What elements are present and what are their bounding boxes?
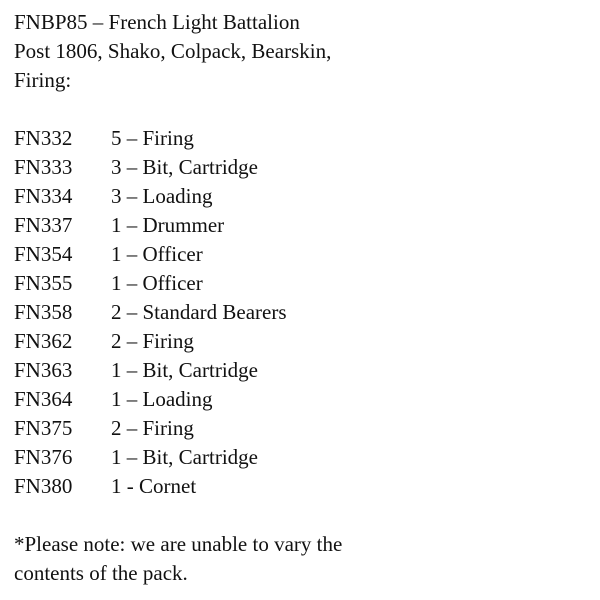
item-description: 1 – Officer <box>111 271 203 295</box>
item-code: FN355 <box>14 271 73 295</box>
list-item <box>14 385 594 414</box>
item-code: FN380 <box>14 474 73 498</box>
item-description: 1 – Bit, Cartridge <box>111 445 258 469</box>
list-item <box>14 472 594 501</box>
pack-title-line-1: FNBP85 – French Light Battalion <box>14 10 300 34</box>
list-item <box>14 124 594 153</box>
item-code: FN375 <box>14 416 73 440</box>
item-code: FN362 <box>14 329 73 353</box>
item-description: 2 – Firing <box>111 416 194 440</box>
list-item <box>14 269 594 298</box>
document-body <box>14 8 594 588</box>
item-description: 2 – Standard Bearers <box>111 300 287 324</box>
pack-contents-list <box>14 124 594 501</box>
item-description: 5 – Firing <box>111 126 194 150</box>
item-code: FN334 <box>14 184 73 208</box>
spacer <box>14 501 594 530</box>
pack-title-block <box>14 8 594 95</box>
pack-title-line-2: Post 1806, Shako, Colpack, Bearskin, <box>14 39 332 63</box>
list-item <box>14 443 594 472</box>
item-description: 1 – Officer <box>111 242 203 266</box>
item-code: FN333 <box>14 155 73 179</box>
spacer <box>14 95 594 124</box>
item-code: FN337 <box>14 213 73 237</box>
item-code: FN358 <box>14 300 73 324</box>
list-item <box>14 414 594 443</box>
item-description: 3 – Bit, Cartridge <box>111 155 258 179</box>
item-description: 2 – Firing <box>111 329 194 353</box>
item-description: 1 – Bit, Cartridge <box>111 358 258 382</box>
list-item <box>14 240 594 269</box>
item-code: FN332 <box>14 126 73 150</box>
list-item <box>14 356 594 385</box>
list-item <box>14 211 594 240</box>
list-item <box>14 327 594 356</box>
note-line-1: *Please note: we are unable to vary the <box>14 532 343 556</box>
item-code: FN354 <box>14 242 73 266</box>
pack-note <box>14 530 594 588</box>
pack-title-line-3: Firing: <box>14 68 72 92</box>
item-code: FN376 <box>14 445 73 469</box>
note-line-2: contents of the pack. <box>14 561 188 585</box>
item-description: 3 – Loading <box>111 184 213 208</box>
item-code: FN363 <box>14 358 73 382</box>
item-code: FN364 <box>14 387 73 411</box>
list-item <box>14 298 594 327</box>
item-description: 1 – Loading <box>111 387 213 411</box>
list-item <box>14 153 594 182</box>
list-item <box>14 182 594 211</box>
item-description: 1 - Cornet <box>111 474 197 498</box>
item-description: 1 – Drummer <box>111 213 225 237</box>
